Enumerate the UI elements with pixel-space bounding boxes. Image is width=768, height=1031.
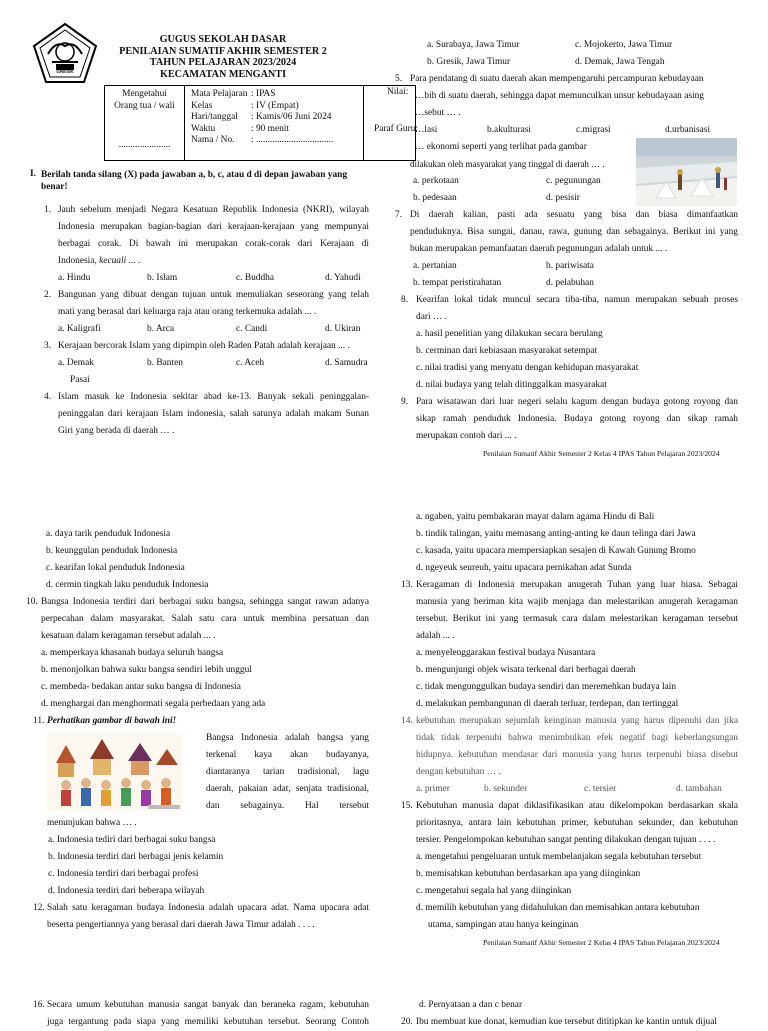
school-logo (32, 22, 98, 84)
q9-option-a[interactable]: a. daya tarik penduduk Indonesia (46, 529, 171, 539)
logo-text: GRESIK (56, 69, 74, 74)
q4-option-a[interactable]: a. Surabaya, Jawa Timur (427, 40, 520, 50)
q16-number: 16. (33, 1000, 45, 1010)
q10-option-b[interactable]: b. menonjolkan bahwa suku bangsa sendiri lebih unggul (41, 665, 252, 675)
q14-option-c[interactable]: c. tersier (584, 784, 617, 794)
q2-option-b[interactable]: b. Arca (147, 324, 175, 334)
q3-option-a[interactable]: a. Demak (58, 358, 94, 368)
q3-option-d-cont: Pasai (70, 375, 90, 385)
q4-option-b[interactable]: b. Gresik, Jawa Timur (427, 57, 511, 67)
q3-number: 3. (44, 341, 52, 351)
q14-option-b[interactable]: b. sekunder (484, 784, 528, 794)
q8-option-d[interactable]: d. nilai budaya yang telah ditinggalkan masyarakat (416, 380, 607, 390)
q6-option-c[interactable]: c. pegunungan (546, 176, 601, 186)
section-instruction: Berilah tanda silang (X) pada jawaban a, b, c, atau d di depan jawaban yang (41, 170, 348, 180)
q15-option-a[interactable]: a. mengetahui pengeluaran untuk membelanjakan segala kebutuhan tersebut (416, 852, 702, 862)
q6-option-d[interactable]: d. pesisir (546, 193, 580, 203)
detail-row: Waktu : 90 menit (191, 123, 290, 134)
parent-sign-cell (105, 86, 185, 160)
q2-option-c[interactable]: c. Candi (236, 324, 268, 334)
q2-option-a[interactable]: a. Kaligrafi (58, 324, 101, 334)
q3-option-c[interactable]: c. Aceh (236, 358, 265, 368)
q5-option-d[interactable]: d.urbanisasi (665, 125, 711, 135)
exam-details (191, 89, 361, 147)
q13-option-d[interactable]: d. melakukan pembangunan di daerah terluar, terdepan, dan tertinggal (416, 699, 679, 709)
q6-text-1: … ekonomi seperti yang terlihat pada gambar (415, 142, 587, 152)
q12-text: Salah satu keragaman budaya Indonesia adalah upacara adat. Nama upacara adat beserta pengertiannya yang berasal dari daerah Jawa Timur adalah . . . . (47, 903, 369, 930)
q10-text: Bangsa Indonesia terdiri dari berbagai suku bangsa, sehingga sangat rawan adanya perpecahan dalam masyarakat. Salah satu cara untuk membina persatuan dan kesatuan dalam keragaman tersebut adalah ... . (41, 597, 369, 641)
q11-number: 11. (33, 716, 45, 726)
q1-option-d[interactable]: d. Yahudi (325, 273, 361, 283)
q7-option-d[interactable]: d. pelabuhan (546, 278, 594, 288)
section-instruction-2: benar! (41, 182, 68, 192)
header-line-4: KECAMATAN MENGANTI (159, 68, 287, 80)
q13-option-b[interactable]: b. mengunjungi objek wisata terkenal dari berbagai daerah (416, 665, 636, 675)
salt-farm-image (636, 138, 737, 206)
q8-option-a[interactable]: a. hasil penelitian yang dilakukan secara berulang (416, 329, 603, 339)
teacher-sign-label: Paraf Guru: (374, 124, 418, 134)
q11-option-b[interactable]: b. Indonesia terdiri dari berbagai jenis kelamin (48, 852, 224, 862)
q12-option-a[interactable]: a. ngaben, yaitu pembakaran mayat dalam agama Hindu di Bali (416, 512, 655, 522)
q1-option-c[interactable]: c. Buddha (236, 273, 275, 283)
q10-option-a[interactable]: a. memperkaya khasanah budaya seluruh bangsa (41, 648, 224, 658)
q13-option-a[interactable]: a. menyelenggarakan festival budaya Nusantara (416, 648, 596, 658)
q5-option-c[interactable]: c.migrasi (576, 125, 611, 135)
q5-text-1: Para pendatang di suatu daerah akan mempengaruhi percampuran kebudayaan (410, 74, 704, 84)
q8-text: Kearifan lokal tidak muncul secara tiba-tiba, namun merupakan sebuah proses dari … . (416, 295, 738, 322)
parent-signature-line: ...................... (118, 140, 171, 150)
q15-option-c[interactable]: c. mengetahui segala hal yang diinginkan (416, 886, 572, 896)
q9-text: Para wisatawan dari luar negeri selalu kagum dengan budaya gotong royong dan sikap ramah penduduk Indonesia. Budaya gotong royong dan sikap ramah merupakan contoh dari ... . (416, 397, 738, 441)
q11-option-d[interactable]: d. Indonesia terdiri dari beberapa wilayah (48, 886, 205, 896)
q12-option-c[interactable]: c. kasada, yaitu upacara mempersiapkan sesajen di Kawah Gunung Bromo (416, 546, 696, 556)
name-field[interactable]: Nama / No. : ................................. (191, 135, 334, 145)
detail-row: Mata Pelajaran : IPAS (191, 89, 276, 99)
q5-options[interactable] (415, 122, 710, 139)
q6-text-2: dilakukan oleh masyarakat yang tinggal di daerah … . (410, 159, 605, 169)
parent-label: Orang tua / wali (114, 100, 175, 111)
q10-number: 10. (26, 597, 38, 607)
q2-text: Bangunan yang dibuat dengan tujuan untuk memuliakan seseorang yang telah mati yang berasal dari keluarga raja atau orang terkemuka adalah ... . (58, 290, 369, 317)
q10-option-c[interactable]: c. membeda- bedakan antar suku bangsa di Indonesia (41, 682, 241, 692)
q12-option-d[interactable]: d. ngeyeuk seureuh, yaitu upacara pernikahan adat Sunda (416, 563, 632, 573)
detail-row: Kelas : IV (Empat) (191, 100, 299, 111)
q5-option-a[interactable]: …lasi (415, 125, 438, 135)
q12-option-b[interactable]: b. tindik talingan, yaitu memasang anting-anting ke daun telinga dari Jawa (416, 529, 696, 539)
q4-option-d[interactable]: d. Demak, Jawa Tengah (575, 57, 665, 67)
q9-option-c[interactable]: c. kearifan lokal penduduk Indonesia (46, 563, 185, 573)
q1-option-b[interactable]: b. Islam (147, 273, 178, 283)
q7-options-row2[interactable] (413, 275, 594, 292)
q7-options-row1[interactable] (413, 258, 594, 275)
q9-option-b[interactable]: b. keunggulan penduduk Indonesia (46, 546, 178, 556)
q7-option-b[interactable]: b. pariwisata (546, 261, 594, 271)
q5-number: 5. (395, 74, 403, 84)
q2-number: 2. (44, 290, 52, 300)
q5-text-3: …sebut … . (415, 108, 461, 118)
score-label: Nilai: (387, 87, 409, 97)
q15-option-d-cont: utama, sampingan atau hanya keinginan (428, 920, 579, 930)
q11-option-a[interactable]: a. Indonesia tediri dari berbagai suku bangsa (48, 835, 216, 845)
q14-number: 14. (401, 716, 413, 726)
q4-number: 4. (44, 392, 52, 402)
q4-options-row2[interactable] (427, 54, 665, 71)
q2-option-d[interactable]: d. Ukiran (325, 324, 361, 334)
q1-option-a[interactable]: a. Hindu (58, 273, 91, 283)
q6-options-row1[interactable] (413, 173, 601, 190)
q5-option-b[interactable]: b.akulturasi (487, 125, 532, 135)
q20-text: Ibu membuat kue donat, kemudian kue tersebut dititipkan ke kantin untuk dijual (416, 1017, 717, 1027)
q6-option-a[interactable]: a. perkotaan (413, 176, 459, 186)
q13-text: Keragaman di Indonesia merupakan anugerah Tuhan yang luar biasa. Sebagai manusia yang beriman kita wajib menjaga dan melestarikan anugerah keragaman tersebut. Berikut ini yang termasuk cara dalam melestarikan keragaman tersebut adalah ... . (416, 580, 738, 641)
q8-option-c[interactable]: c. nilai tradisi yang menyatu dengan kehidupan masyarakat (416, 363, 639, 373)
q14-option-a[interactable]: a. primer (416, 784, 450, 794)
q16-text: Secara umum kebutuhan manusia sangat banyak dan beraneka ragam, kebutuhan juga tergantung pada siapa yang memiliki kebutuhan tersebut. Seorang Contoh (47, 1000, 369, 1027)
header-line-3: TAHUN PELAJARAN 2023/2024 (149, 57, 297, 68)
page-footer-2: Penilaian Sumatif Akhir Semester 2 Kelas 4 IPAS Tahun Pelajaran 2023/2024 (483, 938, 720, 947)
q9-option-d[interactable]: d. cermin tingkah laku penduduk Indonesia (46, 580, 209, 590)
header-line-2: PENILAIAN SUMATIF AKHIR SEMESTER 2 (119, 45, 327, 57)
q4-text: Islam masuk ke Indonesia sekitar abad ke-13. Banyak sekali peninggalan- peninggalan dari kerajaan Islam indonesia, salah satunya adalah makam Sunan Giri yang berada di daerah … . (58, 392, 369, 436)
q15-number: 15. (401, 801, 413, 811)
section-number: I. (30, 169, 36, 179)
q9-number: 9. (401, 397, 409, 407)
q13-number: 13. (401, 580, 413, 590)
q10-option-d[interactable]: d. menghargai dan menghormati segala perbedaan yang ada (41, 699, 266, 709)
q7-number: 7. (395, 210, 403, 220)
q3-options[interactable] (58, 355, 368, 372)
q6-options-row2[interactable] (413, 190, 580, 207)
q11-text-tail: menunjukan bahwa … . (47, 818, 137, 828)
q1-number: 1. (44, 205, 52, 215)
q4-option-c[interactable]: c. Mojokerto, Jawa Timur (575, 40, 673, 50)
q2-options[interactable] (58, 321, 360, 338)
q13-option-c[interactable]: c. tidak mengunggulkan budaya sendiri dan meremehkan budaya lain (416, 682, 677, 692)
q7-option-a[interactable]: a. pertanian (413, 261, 457, 271)
q15-option-d[interactable]: d. memilih kebutuhan yang didahulukan dan memisahkan antara kebutuhan (416, 903, 700, 913)
header-line-1: GUGUS SEKOLAH DASAR (159, 34, 287, 45)
q14-options[interactable] (416, 781, 722, 798)
q11-instruction: Perhatikan gambar di bawah ini! (47, 716, 177, 726)
q3-text: Kerajaan bercorak Islam yang dipimpin oleh Raden Patah adalah kerajaan ... . (58, 341, 350, 351)
q14-option-d[interactable]: d. tambahan (676, 784, 722, 794)
cultural-diversity-image (46, 733, 182, 811)
q1-text: Jauh sebelum menjadi Negara Kesatuan Republik Indonesia (NKRI), wilayah Indonesia merupakan bagian-bagian dari kerajaan-kerajaan yang mempunyai berbagai corak. Di bawah ini merupakan corak-corak dari Kerajaan di Indonesia, kecuali ... . (58, 205, 369, 266)
q15-option-b[interactable]: b. memisahkan kebutuhan berdasarkan apa yang diinginkan (416, 869, 641, 879)
page-footer-1: Penilaian Sumatif Akhir Semester 2 Kelas 4 IPAS Tahun Pelajaran 2023/2024 (483, 449, 720, 458)
detail-row: Hari/tanggal : Kamis/06 Juni 2024 (191, 112, 332, 122)
q12-number: 12. (33, 903, 45, 913)
q5-text-2: …bih di suatu daerah, sehingga dapat memunculkan unsur kebudayaan asing (415, 91, 704, 101)
q3-option-d[interactable]: d. Samudra (325, 358, 368, 368)
q6-option-b[interactable]: b. pedesaan (413, 193, 457, 203)
q8-option-b[interactable]: b. cerminan dari kebiasaan masyarakat setempat (416, 346, 598, 356)
q11-option-c[interactable]: c. Indonesia terdiri dari berbagai profesi (48, 869, 199, 879)
info-box (104, 85, 416, 161)
q3-option-b[interactable]: b. Banten (147, 358, 183, 368)
q15-text: Kebutuhan manusia dapat diklasifikasikan atau dikelompokan berdasarkan skala prioritasnya, antara lain kebutuhan primer, kebutuhan sekunder, dan kebutuhan tersier. Pengelompokan kebutuhan sangat penting dilakukan dengan tujuan . . . . (416, 801, 738, 845)
q11-text: Bangsa Indonesia adalah bangsa yang terkenal kaya akan budayanya, diantaranya tarian tradisional, lagu daerah, pakaian adat, senjata tradisional, dan sebagainya. Hal tersebut (206, 733, 369, 811)
q19-option-d[interactable]: d. Pernyataan a dan c benar (419, 1000, 523, 1010)
q20-number: 20. (401, 1017, 413, 1027)
q4-options-row1[interactable] (427, 37, 672, 54)
q8-number: 8. (401, 295, 409, 305)
mengetahui-label: Mengetahui (122, 89, 167, 99)
q7-text: Di daerah kalian, pasti ada sesuatu yang bisa dan biasa dimanfaatkan penduduknya. Bisa sungai, danau, rawa, gunung dan sebagainya. Berikut ini yang bukan merupakan pemanfaatan daerah pegunungan adalah untuk ... . (410, 210, 738, 254)
q1-options[interactable] (58, 270, 361, 287)
q7-option-c[interactable]: b. tempat peristirahatan (413, 278, 502, 288)
q14-text: kebutuhan merupakan sejumlah keinginan manusia yang harus dipenuhi dan jika tidak tidak terpenuhi bahwa menimbulkan efek negatif bagi keberlangsungan hidupnya. kebutuhan mendasar dari manusia yang harus terpenuhi biasa disebut dengan kebutuhan … . (416, 716, 738, 777)
